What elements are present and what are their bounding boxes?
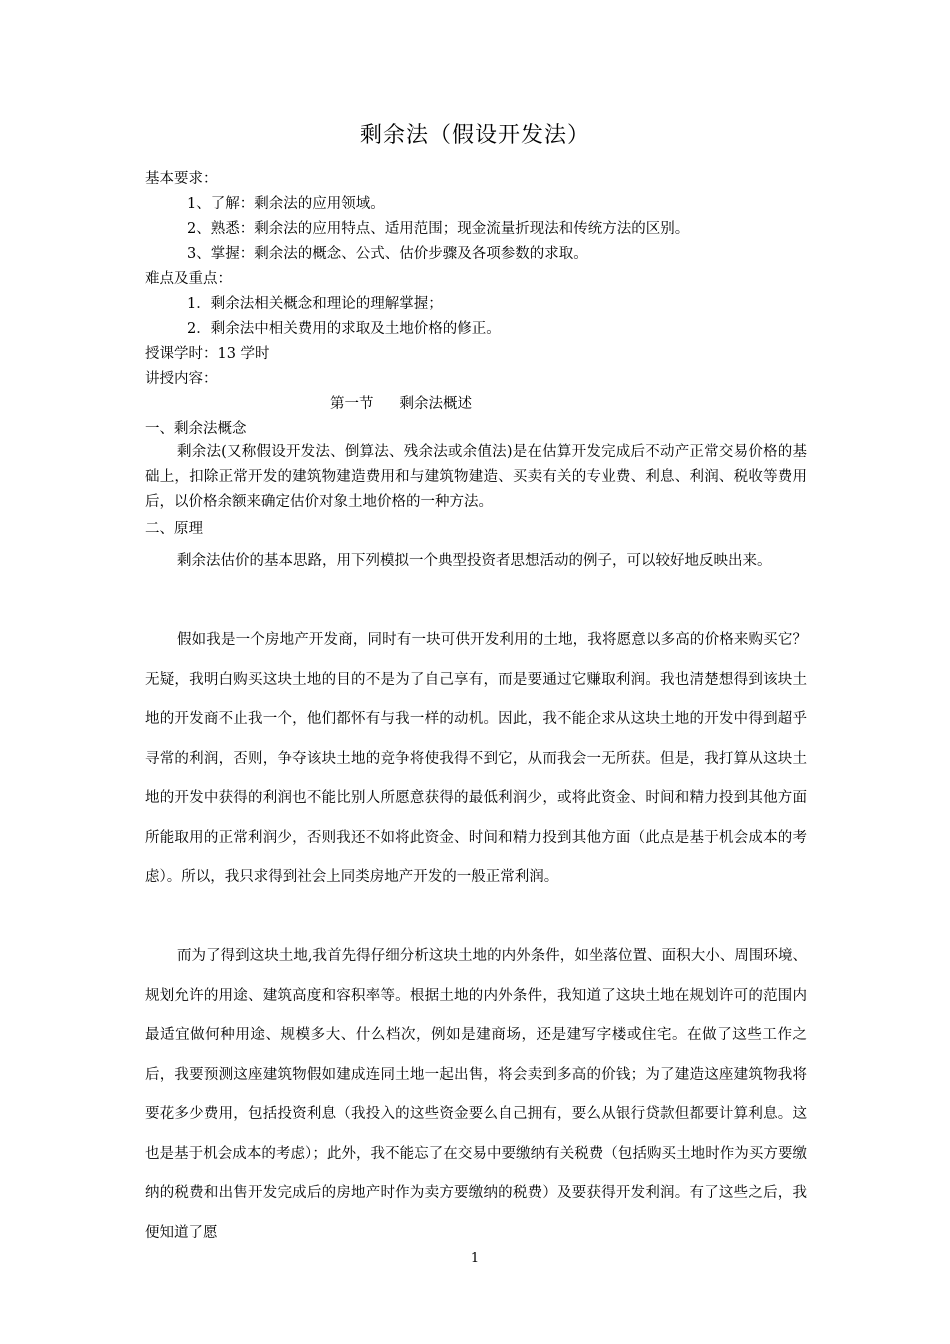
section-heading xyxy=(330,392,472,413)
page-title: 剩余法（假设开发法） xyxy=(359,123,590,148)
concept-heading: 一、剩余法概念 xyxy=(145,421,247,437)
key-point-item: 1．剩余法相关概念和理论的理解掌握； xyxy=(187,296,443,312)
principle-paragraph: 而为了得到这块土地,我首先得仔细分析这块土地的内外条件，如坐落位置、面积大小、周围环境、规划允许的用途、建筑高度和容积率等。根据土地的内外条件，我知道了这块土地在规划许可的范围内最适宜做何种用途、规模多大、什么档次，例如是建商场，还是建写字楼或住宅。在做了这些工作之后，我要预测这座建筑物假如建成连同土地一起出售，将会卖到多高的价钱；为了建造这座建筑物我将要花多少费用，包括投资利息（我投入的这些资金要么自己拥有，要么从银行贷款但都要计算利息。这也是基于机会成本的考虑）；此外，我不能忘了在交易中要缴纳有关税费（包括购买土地时作为买方要缴纳的税费和出售开发完成后的房地产时作为卖方要缴纳的税费）及要获得开发利润。有了这些之后，我便知道了愿 xyxy=(145,948,807,1241)
key-point-item: 2．剩余法中相关费用的求取及土地价格的修正。 xyxy=(187,321,501,337)
principle-heading: 二、原理 xyxy=(145,521,203,537)
concept-paragraph: 剩余法(又称假设开发法、倒算法、残余法或余值法)是在估算开发完成后不动产正常交易价格的基础上，扣除正常开发的建筑物建造费用和与建筑物建造、买卖有关的专业费、利息、利润、税收等费用后，以价格余额来确定估价对象土地价格的一种方法。 xyxy=(145,444,807,510)
requirements-heading: 基本要求： xyxy=(145,171,218,187)
page-number: 1 xyxy=(470,1251,480,1266)
section-number: 第一节 xyxy=(330,396,374,412)
content-heading: 讲授内容： xyxy=(145,371,218,387)
teaching-hours: 授课学时：13 学时 xyxy=(145,346,270,362)
section-name: 剩余法概述 xyxy=(399,396,472,412)
requirement-item: 2、熟悉：剩余法的应用特点、适用范围；现金流量折现法和传统方法的区别。 xyxy=(187,221,690,237)
key-points-heading: 难点及重点： xyxy=(145,271,232,287)
principle-paragraph: 剩余法估价的基本思路，用下列模拟一个典型投资者思想活动的例子，可以较好地反映出来。 xyxy=(177,553,772,569)
principle-paragraph: 假如我是一个房地产开发商，同时有一块可供开发利用的土地，我将愿意以多高的价格来购买它？无疑，我明白购买这块土地的目的不是为了自己享有，而是要通过它赚取利润。我也清楚想得到该块土地的开发商不止我一个，他们都怀有与我一样的动机。因此，我不能企求从这块土地的开发中得到超乎寻常的利润，否则，争夺该块土地的竞争将使我得不到它，从而我会一无所获。但是，我打算从这块土地的开发中获得的利润也不能比别人所愿意获得的最低利润少，或将此资金、时间和精力投到其他方面所能取用的正常利润少，否则我还不如将此资金、时间和精力投到其他方面（此点是基于机会成本的考虑）。所以，我只求得到社会上同类房地产开发的一般正常利润。 xyxy=(145,632,807,885)
requirement-item: 3、掌握：剩余法的概念、公式、估价步骤及各项参数的求取。 xyxy=(187,246,588,262)
requirement-item: 1、了解：剩余法的应用领域。 xyxy=(187,196,385,212)
